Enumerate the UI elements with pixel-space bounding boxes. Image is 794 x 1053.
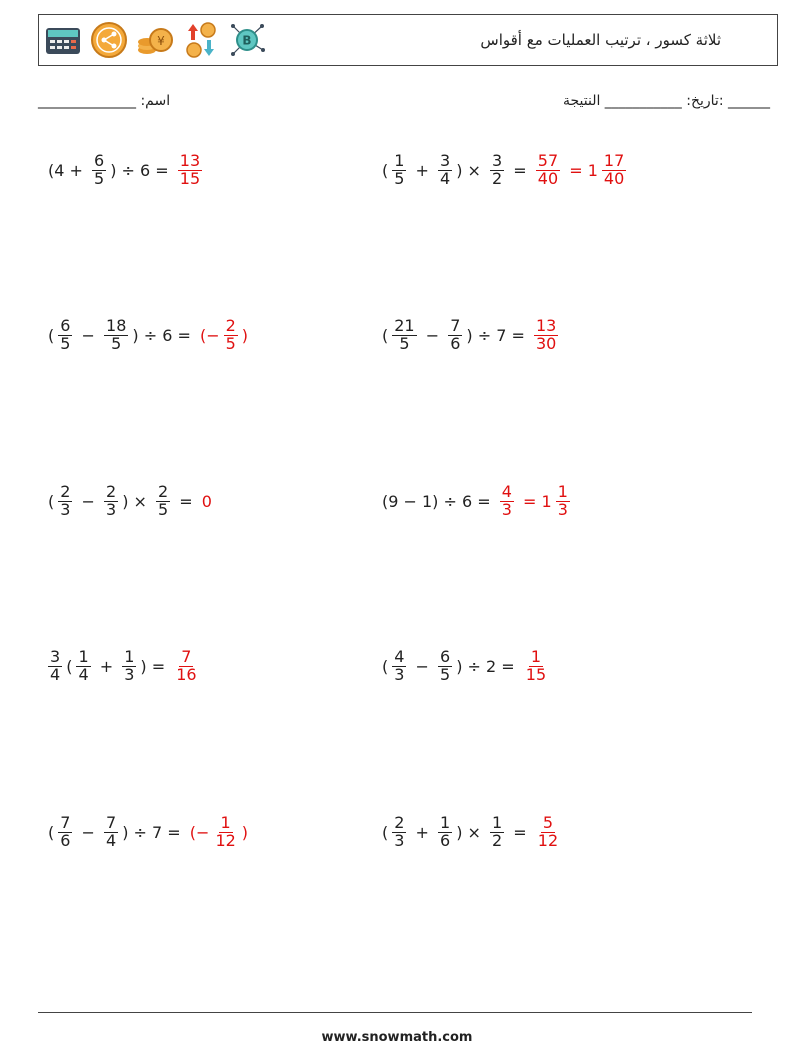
expression-text: (4 +	[48, 160, 88, 180]
fraction	[104, 481, 118, 519]
denominator: 4	[78, 664, 89, 684]
expression-text: ) ÷ 6 =	[132, 325, 196, 345]
fraction	[156, 481, 170, 519]
expression-text: ) ÷ 2 =	[456, 656, 520, 676]
numerator: 1	[492, 812, 503, 832]
fraction	[76, 646, 90, 684]
numerator: 4	[501, 481, 512, 501]
numerator: 3	[50, 646, 61, 666]
denominator: 5	[111, 333, 122, 353]
numerator: 2	[106, 481, 117, 501]
expression-text: +	[410, 160, 435, 180]
expression-text: −	[76, 491, 101, 511]
numerator: 1	[78, 646, 89, 666]
problem-2	[380, 142, 628, 198]
answer-fraction	[174, 646, 198, 684]
numerator: 4	[394, 646, 405, 666]
numerator: 2	[60, 481, 71, 501]
expression-text: −	[76, 325, 101, 345]
expression-text: (	[48, 491, 55, 511]
numerator: 2	[158, 481, 169, 501]
answer-text: (−	[189, 822, 210, 842]
numerator: 6	[440, 646, 451, 666]
denominator: 3	[501, 499, 512, 519]
date-result-field: ______ :تاريخ: ___________ النتيجة	[562, 93, 770, 109]
denominator: 4	[106, 830, 117, 850]
share-coin-icon	[89, 20, 129, 60]
fraction	[490, 812, 504, 850]
answer-fraction	[178, 150, 202, 188]
denominator: 5	[440, 664, 451, 684]
footer-url[interactable]: www.snowmath.com	[321, 1030, 473, 1045]
expression-text: (9 − 1) ÷ 6 =	[382, 491, 496, 511]
numerator: 1	[220, 812, 231, 832]
coin-exchange-icon	[181, 20, 221, 60]
worksheet-title: ثلاثة كسور ، ترتيب العمليات مع أقواس	[480, 31, 721, 49]
svg-text:B: B	[242, 33, 252, 48]
denominator: 3	[557, 499, 568, 519]
denominator: 5	[394, 168, 405, 188]
fraction	[438, 812, 452, 850]
fraction	[58, 481, 72, 519]
denominator: 30	[535, 333, 557, 353]
denominator: 6	[60, 830, 71, 850]
fraction	[392, 646, 406, 684]
denominator: 4	[440, 168, 451, 188]
problem-3	[46, 307, 250, 363]
header-icons	[43, 20, 267, 60]
fraction	[448, 315, 462, 353]
numerator: 1	[530, 646, 542, 666]
answer-fraction	[556, 481, 570, 519]
answer-fraction	[534, 315, 558, 353]
fraction	[58, 812, 72, 850]
numerator: 3	[440, 150, 451, 170]
problem-6	[380, 473, 572, 529]
expression-text: ) ×	[122, 491, 153, 511]
answer-fraction	[224, 315, 238, 353]
denominator: 6	[440, 830, 451, 850]
footer-divider	[38, 1012, 752, 1013]
denominator: 2	[492, 830, 503, 850]
numerator: 2	[225, 315, 236, 335]
denominator: 5	[158, 499, 169, 519]
answer-text: (−	[199, 325, 220, 345]
expression-text: (	[382, 656, 389, 676]
numerator: 6	[60, 315, 71, 335]
expression-text: ) ×	[456, 160, 487, 180]
denominator: 3	[124, 664, 135, 684]
numerator: 13	[535, 315, 557, 335]
numerator: 18	[106, 315, 127, 335]
numerator: 7	[181, 646, 192, 666]
denominator: 3	[106, 499, 117, 519]
expression-text: =	[174, 491, 198, 511]
expression-text: (	[48, 325, 55, 345]
expression-text: −	[420, 325, 445, 345]
answer-fraction	[213, 812, 237, 850]
fraction	[122, 646, 136, 684]
denominator: 2	[492, 168, 503, 188]
expression-text: (	[382, 822, 389, 842]
worksheet-header	[38, 14, 778, 66]
bitcoin-network-icon	[227, 20, 267, 60]
numerator: 1	[440, 812, 451, 832]
expression-text: ) ÷ 6 =	[110, 160, 174, 180]
problem-1	[46, 142, 204, 198]
numerator: 7	[450, 315, 461, 335]
expression-text: (	[66, 656, 73, 676]
expression-text: (	[382, 325, 389, 345]
problem-7	[46, 638, 201, 694]
denominator: 4	[50, 664, 61, 684]
numerator: 7	[60, 812, 71, 832]
answer-text: )	[241, 822, 249, 842]
numerator: 1	[394, 150, 405, 170]
denominator: 3	[394, 664, 405, 684]
numerator: 17	[603, 150, 625, 170]
yen-coins-icon	[135, 20, 175, 60]
denominator: 5	[399, 333, 410, 353]
denominator: 5	[225, 333, 236, 353]
fraction	[104, 315, 128, 353]
fraction	[104, 812, 118, 850]
denominator: 3	[394, 830, 405, 850]
expression-text: −	[76, 822, 101, 842]
numerator: 13	[179, 150, 201, 170]
numerator: 3	[492, 150, 503, 170]
fraction	[438, 646, 452, 684]
fraction	[48, 646, 62, 684]
denominator: 12	[215, 830, 236, 850]
numerator: 21	[394, 315, 415, 335]
expression-text: ) ÷ 7 =	[466, 325, 530, 345]
expression-text: =	[508, 160, 532, 180]
answer-text: = 1	[564, 160, 598, 180]
fraction	[438, 150, 452, 188]
fraction	[490, 150, 504, 188]
denominator: 16	[176, 664, 197, 684]
numerator: 1	[124, 646, 135, 666]
denominator: 12	[537, 830, 559, 850]
expression-text: −	[410, 656, 435, 676]
denominator: 6	[450, 333, 461, 353]
numerator: 2	[394, 812, 405, 832]
svg-text:¥: ¥	[157, 34, 165, 48]
numerator: 6	[94, 150, 105, 170]
denominator: 5	[60, 333, 71, 353]
numerator: 57	[537, 150, 559, 170]
expression-text: +	[410, 822, 435, 842]
denominator: 40	[603, 168, 625, 188]
answer-fraction	[536, 812, 560, 850]
denominator: 40	[537, 168, 559, 188]
answer-text: )	[241, 325, 249, 345]
expression-text: (	[48, 822, 55, 842]
problem-5	[46, 473, 214, 529]
numerator: 1	[557, 481, 568, 501]
answer-fraction	[524, 646, 548, 684]
denominator: 3	[60, 499, 71, 519]
problem-9	[46, 804, 250, 860]
denominator: 15	[179, 168, 201, 188]
problem-4	[380, 307, 560, 363]
denominator: 15	[525, 664, 547, 684]
answer-fraction	[500, 481, 514, 519]
problem-8	[380, 638, 550, 694]
answer-fraction	[602, 150, 626, 188]
name-field: اسم: ______________	[38, 93, 171, 109]
expression-text: ) ×	[456, 822, 487, 842]
fraction	[392, 150, 406, 188]
denominator: 5	[94, 168, 105, 188]
fraction	[392, 315, 416, 353]
expression-text: ) ÷ 7 =	[122, 822, 186, 842]
numerator: 7	[106, 812, 117, 832]
expression-text: =	[508, 822, 532, 842]
answer-text: = 1	[517, 491, 552, 511]
expression-text: +	[94, 656, 119, 676]
answer-text: 0	[201, 491, 212, 511]
fraction	[392, 812, 406, 850]
problem-10	[380, 804, 562, 860]
answer-fraction	[536, 150, 560, 188]
expression-text: (	[382, 160, 389, 180]
numerator: 5	[542, 812, 554, 832]
fraction	[58, 315, 72, 353]
fraction	[92, 150, 106, 188]
expression-text: ) =	[140, 656, 171, 676]
calculator-icon	[43, 20, 83, 60]
